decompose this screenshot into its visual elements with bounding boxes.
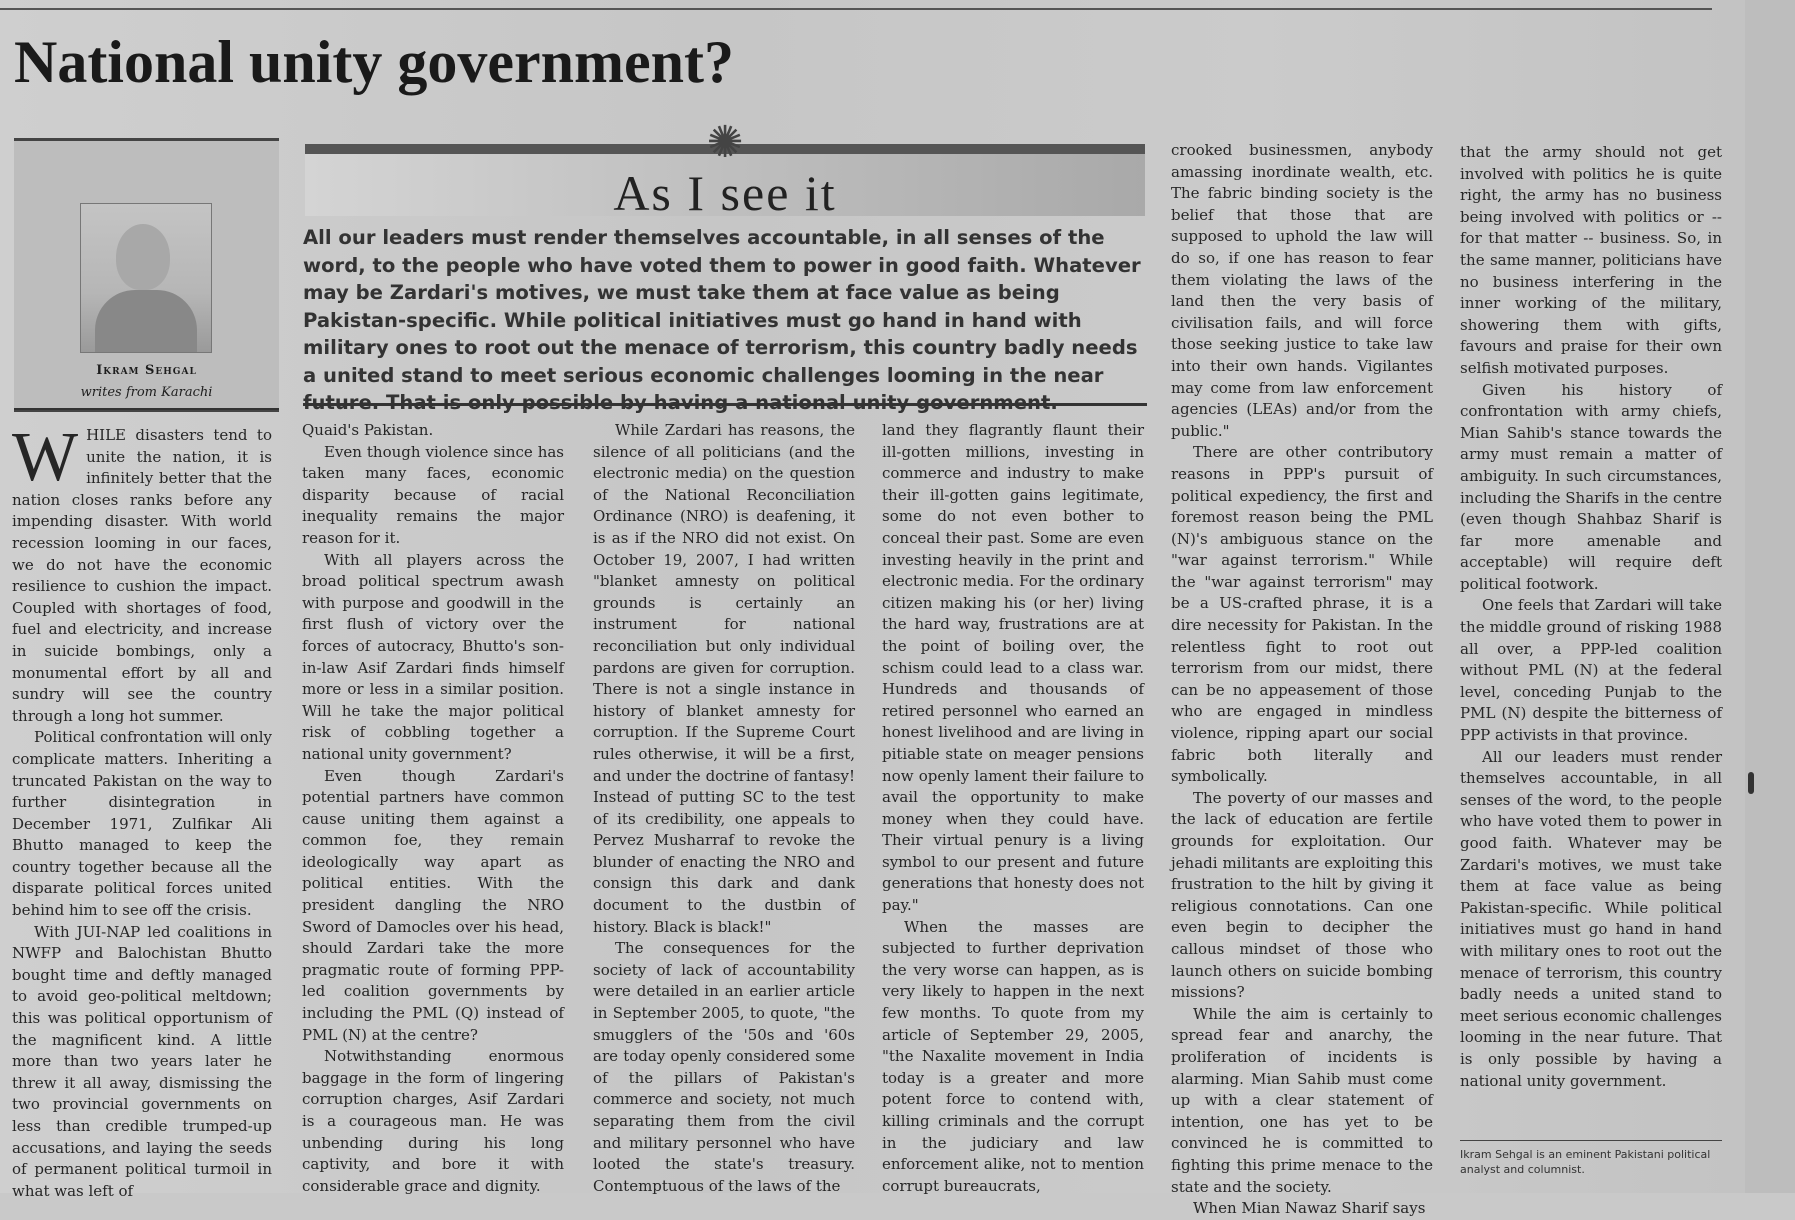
article-column-4 — [882, 420, 1144, 1197]
article-column-2 — [302, 420, 564, 1197]
paragraph: Quaid's Pakistan. — [302, 421, 434, 439]
author-box — [14, 138, 279, 412]
section-title: As I see it — [613, 165, 837, 221]
paragraph: HILE disasters tend to unite the nation, it is infinitely better that the nation closes ranks before any impending disaster. With world recession looming in our faces, we do not have the economic resilience to cushion the impact. Coupled with shortages of food, fuel and electricity, and increase in suicide bombings, only a monumental effort by all and sundry will see the country through a long hot summer. — [12, 426, 272, 725]
author-bio: Ikram Sehgal is an eminent Pakistani political analyst and columnist. — [1460, 1140, 1722, 1177]
paragraph: With JUI-NAP led coalitions in NWFP and Balochistan Bhutto bought time and deftly managed to avoid geo-political meltdown; this was political opportunism of the magnificent kind. A little more than two years later he threw it all away, dismissing the two provincial governments on less than credible trumped-up accusations, and laying the seeds of permanent political turmoil in what was left of — [12, 922, 272, 1200]
paragraph: One feels that Zardari will take the middle ground of risking 1988 all over, a PPP-led coalition without PML (N) at the federal level, conceding Punjab to the PML (N) despite the bitterness of PPP activists in that province. — [1460, 596, 1722, 745]
starburst-icon: ✺ — [706, 117, 744, 168]
author-location: writes from Karachi — [80, 385, 213, 400]
paragraph: There are other contributory reasons in PPP's pursuit of political expediency, the first and foremost reason being the PML (N)'s ambiguous stance on the "war against terrorism." While the "war against terrorism" may be a US-crafted phrase, it is a dire necessity for Pakistan. In the relentless fight to root out terrorism from our midst, there can be no appeasement of those who are engaged in mindless violence, ripping apart our social fabric both literally and symbolically. — [1171, 443, 1433, 786]
author-photo — [80, 203, 212, 353]
paragraph: that the army should not get involved with politics he is quite right, the army has no business being involved with politics or -- for that matter -- business. So, in the same manner, politicians have no business interfering in the inner working of the military, showering them with gifts, favours and praise for their own selfish motivated purposes. — [1460, 143, 1722, 377]
paragraph: Given his history of confrontation with army chiefs, Mian Sahib's stance towards the army must remain a matter of ambiguity. In such circumstances, including the Sharifs in the centre (even though Shahbaz Sharif is far more amenable and acceptable) will require deft political footwork. — [1460, 380, 1722, 593]
paragraph: When the masses are subjected to further deprivation the very worse can happen, as is very likely to happen in the next few months. To quote from my article of September 29, 2005, "the Naxalite movement in India today is a greater and more potent force to contend with, killing criminals and the corrupt in the judiciary and law enforcement alike, not to mention corrupt bureaucrats, — [882, 917, 1144, 1195]
page-margin — [1745, 0, 1795, 1193]
paragraph: When Mian Nawaz Sharif says — [1193, 1199, 1426, 1218]
paragraph: The consequences for the society of lack of accountability were detailed in an earlier article in September 2005, to quote, "the smugglers of the '50s and '60s are today openly considered some of the pillars of Pakistan's commerce and society, not much separating them from the civil and military personnel who have looted the state's treasury. Contemptuous of the laws of the — [593, 939, 855, 1195]
paragraph: crooked businessmen, anybody amassing inordinate wealth, etc. The fabric binding society is the belief that those that are supposed to uphold the law will do so, if one has reason to fear them violating the laws of the land then the very basis of civilisation fails, and will force those seeking justice to take law into their own hands. Vigilantes may come from law enforcement agencies (LEAs) and/or from the public." — [1171, 141, 1433, 440]
article-column-1 — [12, 419, 272, 1202]
dropcap: W — [12, 419, 79, 496]
author-rule — [14, 408, 279, 410]
paragraph: land they flagrantly flaunt their ill-gotten millions, investing in commerce and industry to make their ill-gotten gains legitimate, some do not even bother to conceal their past. Some are even investing heavily in the print and electronic media. For the ordinary citizen making his (or her) living the hard way, frustrations are at the point of boiling over, the schism could lead to a class war. Hundreds and thousands of retired personnel who earned an honest livelihood and are living in pitiable state on meager pensions now openly lament their failure to avail the opportunity to make money when they could have. Their virtual penury is a living symbol to our present and future generations that honesty does not pay." — [882, 421, 1144, 915]
standfirst-rule — [303, 403, 1147, 406]
as-i-see-it-banner — [305, 117, 1145, 222]
paragraph: The poverty of our masses and the lack of education are fertile grounds for exploitation. Our jehadi militants are exploiting this frustration to the hilt by giving it religious connotations. Can one even begin to decipher the callous mindset of those who launch others on suicide bombing missions? — [1171, 788, 1433, 1002]
paragraph: While the aim is certainly to spread fear and anarchy, the proliferation of incidents is alarming. Mian Sahib must come up with a clear statement of intention, one has yet to be convinced he is committed to fighting this prime menace to the state and the society. — [1171, 1004, 1433, 1196]
paragraph: Even though Zardari's potential partners have common cause uniting them against a common foe, they remain ideologically way apart as political entities. With the president dangling the NRO Sword of Damocles over his head, should Zardari take the more pragmatic route of forming PPP-led coalition governments by including the PML (Q) instead of PML (N) at the centre? — [302, 766, 564, 1044]
author-name: Ikram Sehgal — [96, 363, 197, 378]
paragraph: Political confrontation will only complicate matters. Inheriting a truncated Pakistan on the way to further disintegration in December 1971, Zulfikar Ali Bhutto managed to keep the country together because all the disparate political forces united behind him to see off the crisis. — [12, 728, 272, 920]
photo-head — [116, 224, 170, 290]
ink-smudge — [1748, 772, 1754, 794]
article-column-3 — [593, 420, 855, 1197]
article-column-5 — [1171, 140, 1433, 1220]
paragraph: With all players across the broad political spectrum awash with purpose and goodwill in the first flush of victory over the forces of autocracy, Bhutto's son-in-law Asif Zardari finds himself more or less in a similar position. Will he take the major political risk of cobbling together a national unity government? — [302, 550, 564, 763]
paragraph: All our leaders must render themselves accountable, in all senses of the word, to the people who have voted them to power in good faith. Whatever may be Zardari's motives, we must take them at face value as being Pakistan-specific. While political initiatives must go hand in hand with military ones to root out the menace of terrorism, this country badly needs a united stand to meet serious economic challenges looming in the near future. That is only possible by having a national unity government. — [1460, 747, 1722, 1090]
standfirst: All our leaders must render themselves accountable, in all senses of the word, to the people who have voted them to power in good faith. Whatever may be Zardari's motives, we must take them at face value as being Pakistan-specific. While political initiatives must go hand in hand with military ones to root out the menace of terrorism, this country badly needs a united stand to meet serious economic challenges looming in the near — [303, 226, 1141, 387]
paragraph: While Zardari has reasons, the silence of all politicians (and the electronic media) on the question of the National Reconciliation Ordinance (NRO) is deafening, it is as if the NRO did not exist. On October 19, 2007, I had written "blanket amnesty on political grounds is certainly an instrument for national reconciliation but only individual pardons are given for corruption. There is not a single instance in history of blanket amnesty for corruption. If the Supreme Court rules otherwise, it will be a first, and under the doctrine of fantasy! Instead of putting SC to the test of its credibility, one appeals to Pervez Musharraf to revoke the blunder of enacting the NRO and consign this dark and dank document to the dustbin of history. Black is black!" — [593, 421, 855, 936]
headline: National unity government? — [14, 29, 734, 95]
top-rule — [0, 8, 1712, 10]
photo-body — [95, 290, 197, 352]
paragraph: Notwithstanding enormous baggage in the form of lingering corruption charges, Asif Zardari is a courageous man. He was unbending during his long captivity, and bore it with considerable grace and dignity. — [302, 1047, 564, 1195]
article-column-6 — [1460, 142, 1722, 1092]
paragraph: Even though violence since has taken many faces, economic disparity because of racial inequality remains the major reason for it. — [302, 442, 564, 547]
